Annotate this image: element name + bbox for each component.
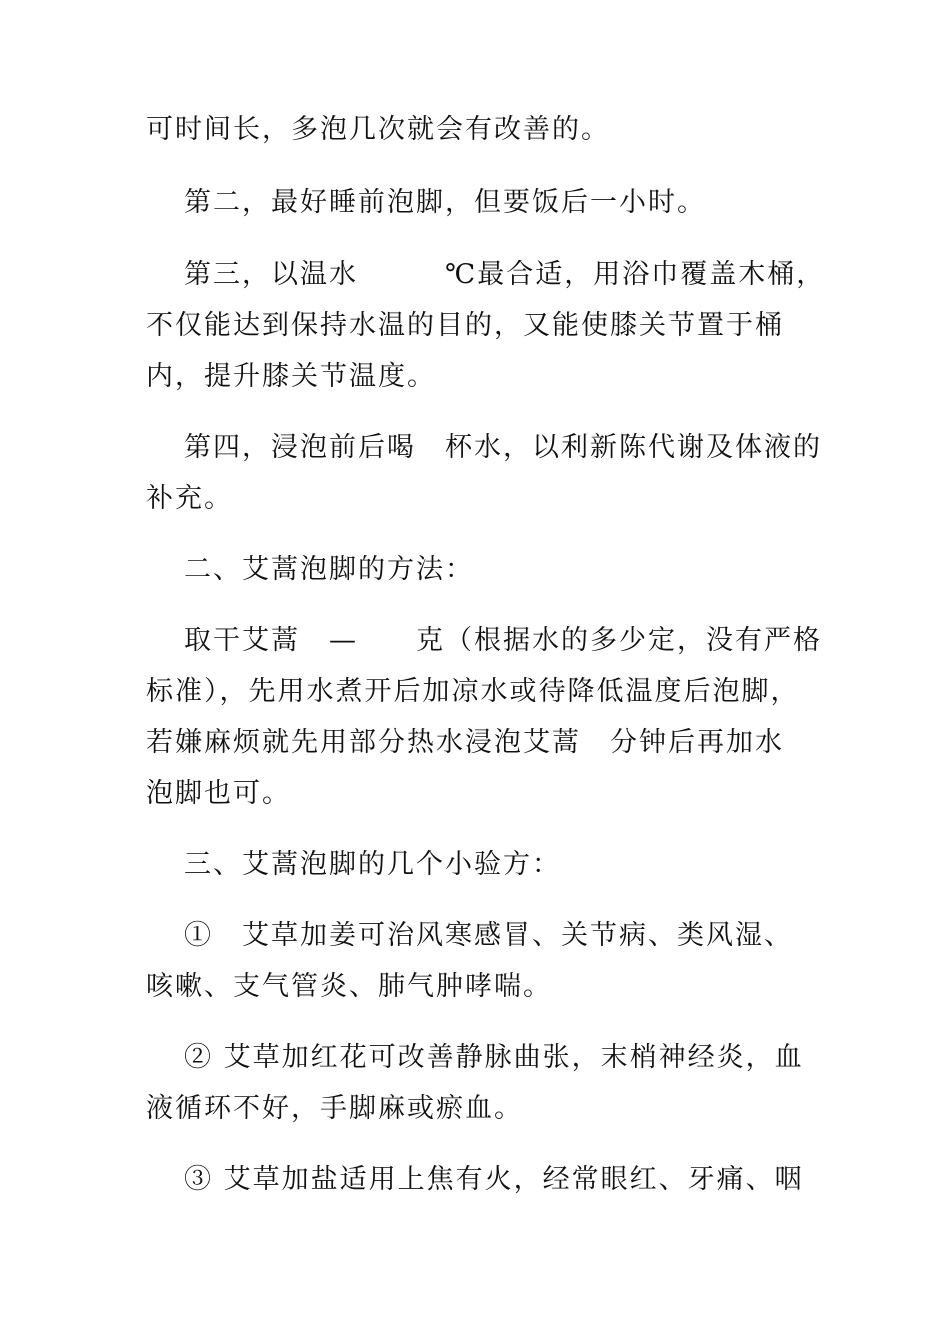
list-item-3-line-1: ③ 艾草加盐适用上焦有火，经常眼红、牙痛、咽 (184, 1164, 804, 1195)
text-line-3: 第三，以温水 ℃最合适，用浴巾覆盖木桶， (184, 259, 826, 290)
text-line-10: 标准），先用水煮开后加凉水或待降低温度后泡脚， (146, 676, 800, 707)
text-line-5: 内，提升膝关节温度。 (146, 361, 436, 392)
text-line-6: 第四，浸泡前后喝 杯水，以利新陈代谢及体液的 (184, 432, 822, 463)
text-line-4: 不仅能达到保持水温的目的，又能使膝关节置于桶 (146, 310, 784, 341)
section-heading-method: 二、艾蒿泡脚的方法： (184, 554, 474, 585)
list-item-1-line-1: ① 艾草加姜可治风寒感冒、关节病、类风湿、 (184, 920, 793, 951)
list-item-1-line-2: 咳嗽、支气管炎、肺气肿哮喘。 (146, 971, 552, 1002)
text-line-2: 第二，最好睡前泡脚，但要饭后一小时。 (184, 187, 706, 218)
text-line-7: 补充。 (146, 483, 233, 514)
list-item-2-line-1: ② 艾草加红花可改善静脉曲张，末梢神经炎，血 (184, 1042, 804, 1073)
text-line-11: 若嫌麻烦就先用部分热水浸泡艾蒿 分钟后再加水 (146, 727, 784, 758)
list-item-2-line-2: 液循环不好，手脚麻或瘀血。 (146, 1093, 523, 1124)
text-line-1: 可时间长，多泡几次就会有改善的。 (146, 114, 610, 145)
text-line-9: 取干艾蒿 — 克（根据水的多少定，没有严格 (184, 625, 822, 656)
section-heading-remedies: 三、艾蒿泡脚的几个小验方： (184, 849, 561, 880)
text-line-12: 泡脚也可。 (146, 778, 291, 809)
